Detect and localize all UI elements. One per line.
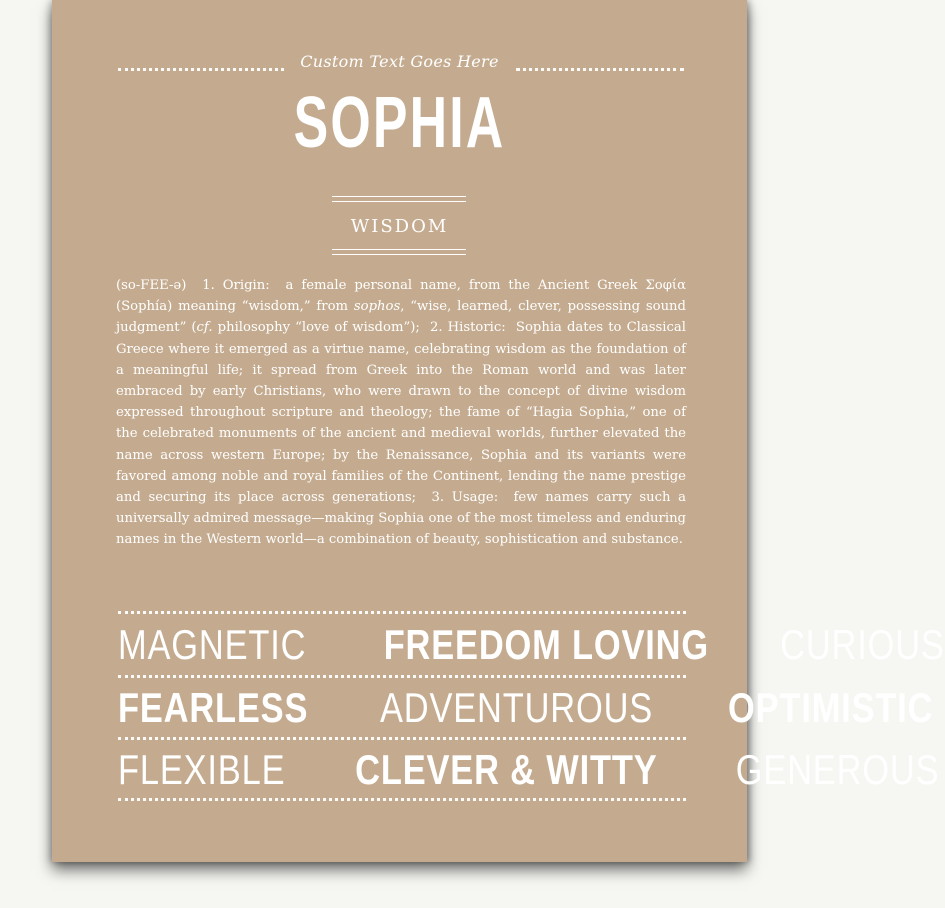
- trait-word: FREEDOM LOVING: [383, 621, 709, 668]
- trait-word: FEARLESS: [118, 684, 309, 731]
- trait-word: FLEXIBLE: [118, 746, 286, 793]
- origin-text-3: philosophy “love of wisdom”);: [212, 320, 420, 336]
- trait-word: GENEROUS: [735, 746, 940, 793]
- trait-word: CURIOUS: [780, 621, 945, 668]
- name-poster: [52, 0, 945, 862]
- traits-line-3: [118, 746, 940, 794]
- traits-dotted-divider-2: [118, 737, 686, 740]
- origin-label: 1. Origin:: [202, 278, 270, 293]
- custom-tagline: Custom Text Goes Here: [300, 52, 499, 71]
- definition-dotted-divider: [118, 611, 686, 614]
- trait-word: CLEVER & WITTY: [355, 746, 658, 793]
- meaning-top-rule: [332, 196, 466, 197]
- usage-text: few names carry such a universally admired message—making Sophia one of the most timeless and enduring names in the Western world—a combination of beauty, sophistication and substance.: [116, 490, 687, 548]
- trait-word: ADVENTUROUS: [380, 684, 654, 731]
- trait-word: MAGNETIC: [118, 621, 307, 668]
- origin-text-2: , “wise, learned, clever, possessing sound judgment” (: [116, 299, 686, 336]
- top-right-dotted-divider: [516, 68, 684, 71]
- traits-line-2: [118, 684, 934, 732]
- traits-dotted-divider-3: [118, 798, 686, 801]
- pronunciation: (so-FEE-ə): [116, 278, 187, 293]
- meaning-top-rule-2: [332, 201, 466, 202]
- name-title: SOPHIA: [293, 83, 506, 163]
- historic-text: Sophia dates to Classical Greece where it emerged as a virtue name, celebrating wisdom as the foundation of a meaningful life; it spread from Greek into the Roman world and was later embraced by early Christians, who were drawn to the concept of divine wisdom expressed throughout scripture and theology; the fame of “Hagia Sophia,” one of the celebrated monuments of the ancient and medieval worlds, further elevated the name across western Europe; by the Renaissance, Sophia and its variants were favored among noble and royal families of the Continent, lending the name prestige and securing its place across generations;: [116, 320, 686, 506]
- usage-label: 3. Usage:: [431, 490, 499, 506]
- cf-abbreviation: cf.: [196, 320, 213, 336]
- name-meaning: WISDOM: [350, 216, 449, 237]
- traits-dotted-divider-1: [118, 675, 686, 678]
- historic-label: 2. Historic:: [429, 320, 506, 336]
- trait-word: OPTIMISTIC: [728, 684, 934, 731]
- meaning-bottom-rule: [332, 249, 466, 250]
- origin-text: a female personal name, from the Ancient Greek Σοφία (Sophía) meaning “wisdom,” from: [116, 278, 687, 315]
- meaning-bottom-rule-2: [332, 254, 466, 255]
- name-definition: [116, 275, 686, 551]
- traits-line-1: [118, 621, 945, 669]
- origin-italic-word: sophos: [353, 299, 401, 315]
